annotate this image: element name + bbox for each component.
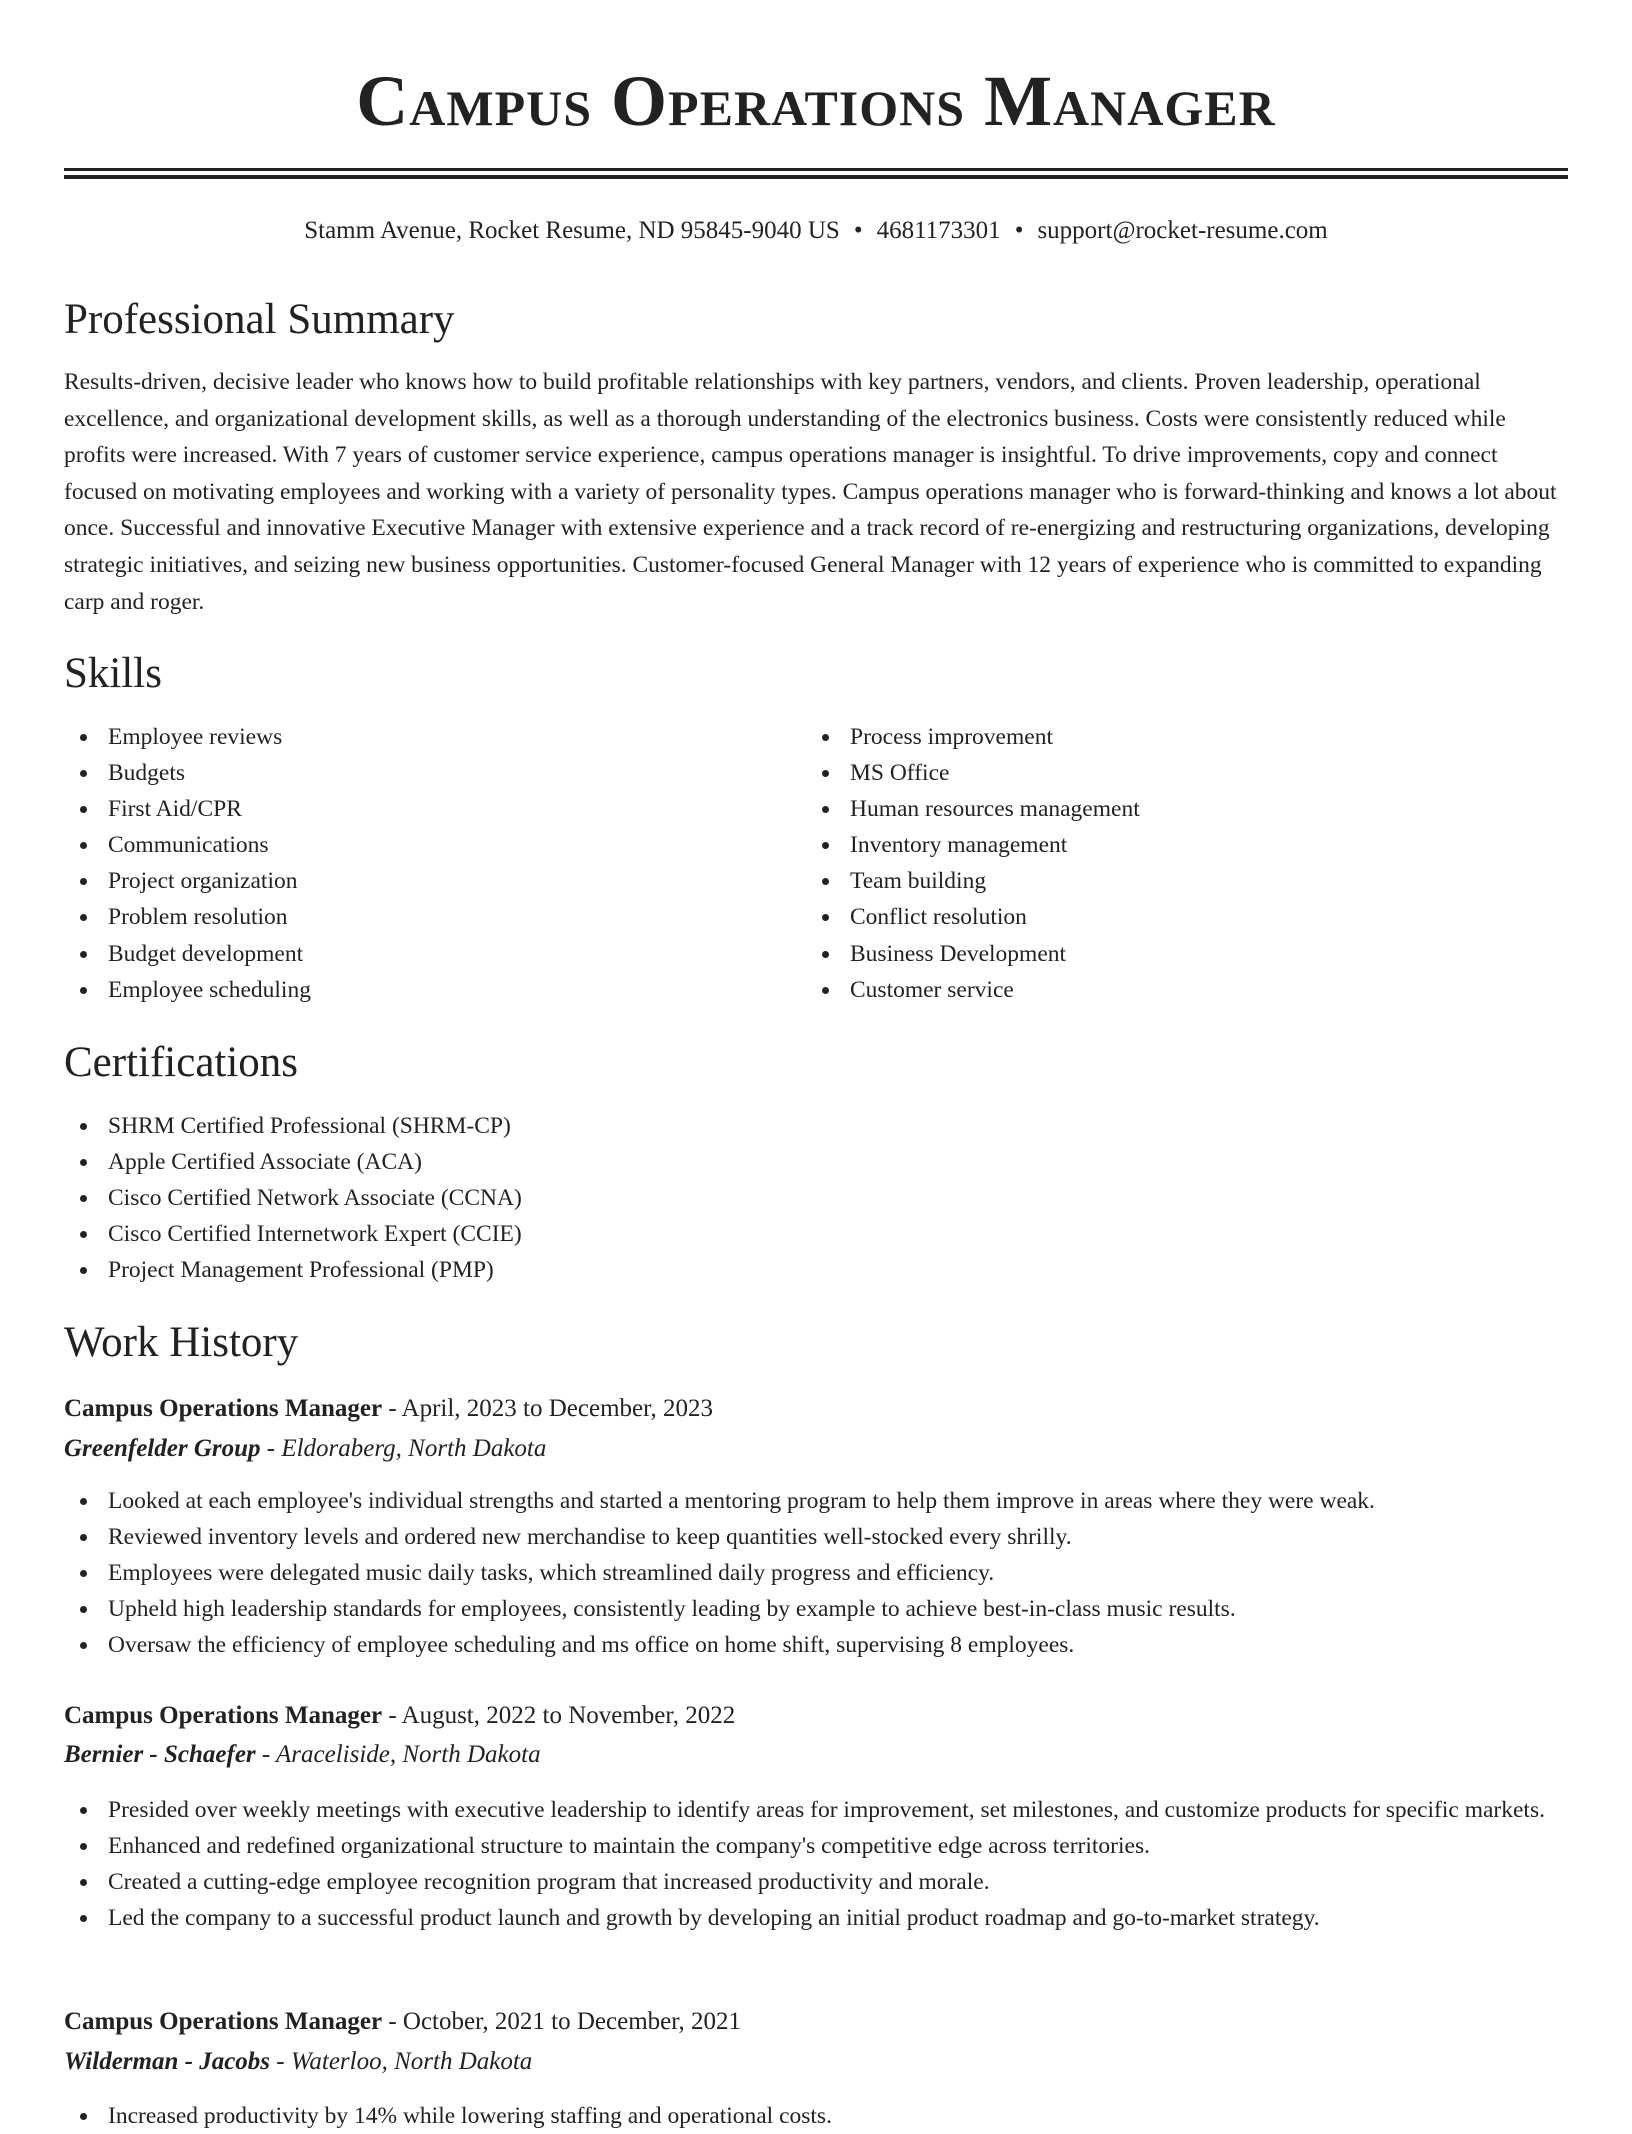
skills-heading: Skills [64,650,162,697]
job-bullet: Enhanced and redefined organizational structure to maintain the company's competitive edge across territories. [64,1828,1570,1864]
job-bullet: Looked at each employee's individual strengths and started a mentoring program to help them improve in areas where they were weak. [64,1483,1570,1519]
contact-line [64,214,1568,248]
dash: - [270,2048,291,2075]
skill-item: Customer service [806,972,1506,1008]
job-dates: August, 2022 to November, 2022 [401,1702,736,1729]
job-bullet: Created a cutting-edge employee recognition program that increased productivity and morale. [64,1864,1570,1900]
skill-item: Problem resolution [64,899,764,935]
resume-name: Campus Operations Manager [356,61,1276,141]
company-location: Araceliside, North Dakota [276,1741,541,1768]
company-name: Greenfelder Group [64,1435,261,1462]
certification-item: SHRM Certified Professional (SHRM-CP) [64,1108,1564,1144]
skills-list-left [64,719,764,1008]
company-line [64,1431,1568,1467]
job-title: Campus Operations Manager [64,1702,383,1729]
dash: - [382,2008,403,2035]
skill-item: First Aid/CPR [64,791,764,827]
certification-item: Apple Certified Associate (ACA) [64,1144,1564,1180]
skill-item: Budget development [64,936,764,972]
skill-item: Communications [64,827,764,863]
job-bullets [64,2098,1570,2134]
summary-text: Results-driven, decisive leader who knows how to build profitable relationships with key partners, vendors, and clients. Proven leadership, operational excellence, and organizational development skills, as well as a thorough understanding of the electronics business. Costs were consistently reduced while profits were increased. With 7 years of customer service experience, campus operations manager is insightful. To drive improvements, copy and connect focused on motivating employees and working with a variety of personality types. Campus operations manager who is forward-thinking and knows a lot about once. Successful and innovative Executive Manager with extensive experience and a track record of re-energizing and restructuring organizations, developing strategic initiatives, and seizing new business opportunities. Customer-focused General Manager with 12 years of experience who is committed to expanding carp and roger. [64,369,1557,615]
header-rule-top [64,168,1568,171]
certification-item: Cisco Certified Internetwork Expert (CCIE) [64,1216,1564,1252]
skill-item: Employee reviews [64,719,764,755]
company-location: Waterloo, North Dakota [290,2048,533,2075]
certification-item: Cisco Certified Network Associate (CCNA) [64,1180,1564,1216]
job-bullet: Increased productivity by 14% while lowering staffing and operational costs. [64,2098,1570,2134]
job-bullets [64,1483,1570,1663]
job-bullet: Reviewed inventory levels and ordered new merchandise to keep quantities well-stocked every shrilly. [64,1519,1570,1555]
contact-phone: 4681173301 [876,217,1001,244]
skill-item: MS Office [806,755,1506,791]
skill-item: Employee scheduling [64,972,764,1008]
company-line [64,2044,1568,2080]
certifications-heading: Certifications [64,1039,299,1086]
contact-separator: • [853,217,863,244]
skill-item: Process improvement [806,719,1506,755]
job-bullet: Employees were delegated music daily tasks, which streamlined daily progress and efficiency. [64,1555,1570,1591]
summary-heading: Professional Summary [64,296,455,343]
company-line [64,1737,1568,1773]
job-title: Campus Operations Manager [64,1395,383,1422]
job-dates: October, 2021 to December, 2021 [402,2008,742,2035]
job-bullet: Presided over weekly meetings with executive leadership to identify areas for improvement, set milestones, and customize products for specific markets. [64,1792,1570,1828]
job-bullet: Upheld high leadership standards for employees, consistently leading by example to achieve best-in-class music results. [64,1591,1570,1627]
header-rule-bottom [64,175,1568,179]
contact-email: support@rocket-resume.com [1037,217,1328,244]
skills-list-right [806,719,1506,1008]
dash: - [382,1395,402,1422]
company-name: Bernier - Schaefer [64,1741,256,1768]
skill-item: Team building [806,863,1506,899]
dash: - [260,1435,282,1462]
skill-item: Business Development [806,936,1506,972]
job-dates: April, 2023 to December, 2023 [401,1395,713,1422]
job-title-line [64,1698,1568,1734]
skill-item: Human resources management [806,791,1506,827]
job-title: Campus Operations Manager [64,2008,383,2035]
dash: - [382,1702,402,1729]
job-bullet: Oversaw the efficiency of employee scheduling and ms office on home shift, supervising 8 employees. [64,1627,1570,1663]
work-history-heading: Work History [64,1319,299,1366]
company-location: Eldoraberg, North Dakota [281,1435,547,1462]
job-bullets [64,1792,1570,1936]
certification-item: Project Management Professional (PMP) [64,1252,1564,1288]
company-name: Wilderman - Jacobs [64,2048,271,2075]
skill-item: Inventory management [806,827,1506,863]
job-title-line [64,1391,1568,1427]
contact-address: Stamm Avenue, Rocket Resume, ND 95845-9040 US [304,217,840,244]
skill-item: Conflict resolution [806,899,1506,935]
skill-item: Budgets [64,755,764,791]
certifications-list [64,1108,1564,1288]
skill-item: Project organization [64,863,764,899]
dash: - [255,1741,277,1768]
contact-separator: • [1014,217,1024,244]
job-title-line [64,2004,1568,2040]
job-bullet: Led the company to a successful product launch and growth by developing an initial product roadmap and go-to-market strategy. [64,1900,1570,1936]
